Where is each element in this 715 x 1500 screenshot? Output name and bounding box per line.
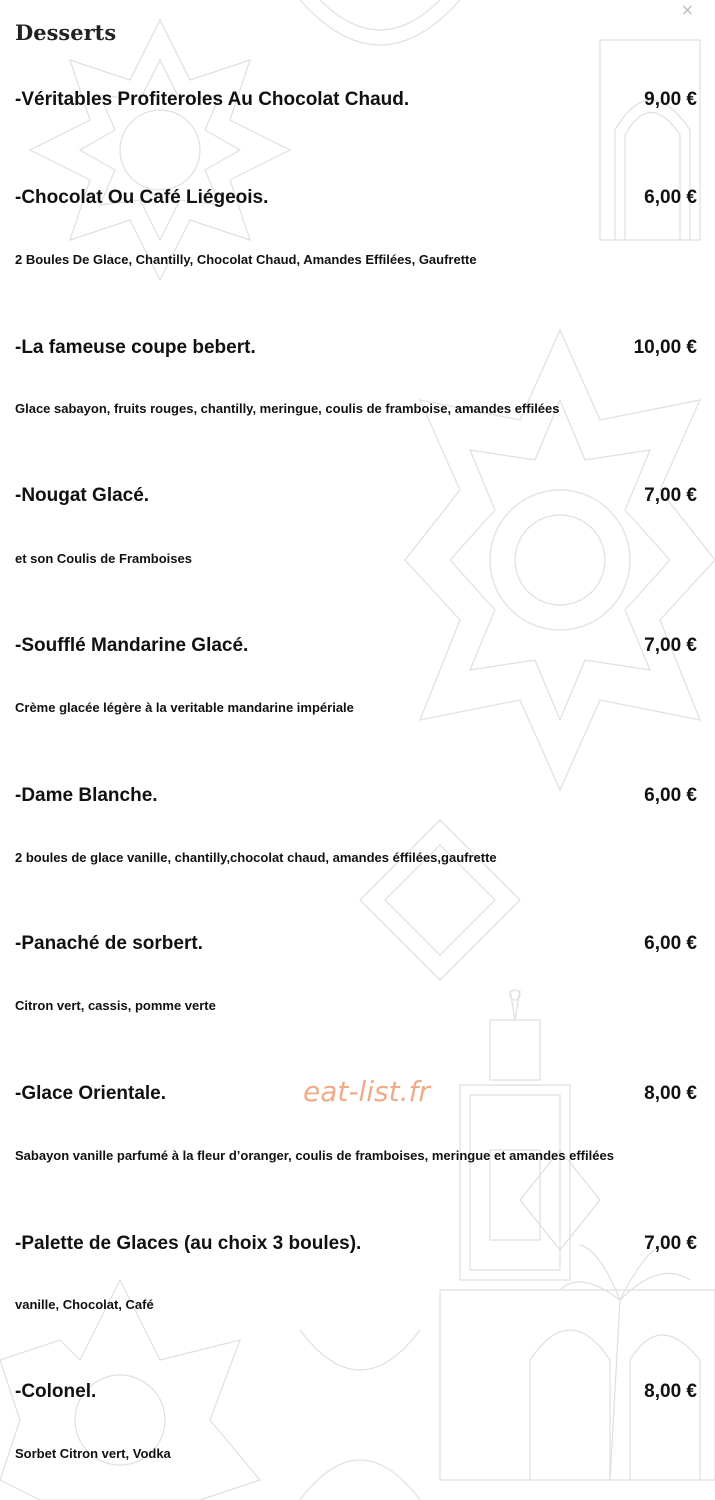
menu-item-name: -Colonel.: [15, 1381, 97, 1402]
menu-item-name: -La fameuse coupe bebert.: [15, 337, 256, 358]
menu-item-price: 6,00 €: [644, 785, 697, 806]
page-title: Desserts: [15, 20, 117, 45]
menu-item-price: 9,00 €: [644, 89, 697, 110]
menu-item-price: 6,00 €: [644, 187, 697, 208]
menu-item-name: -Véritables Profiteroles Au Chocolat Chaud.: [15, 89, 410, 110]
menu-item-description: et son Coulis de Framboises: [15, 551, 192, 566]
menu-item-price: 6,00 €: [644, 933, 697, 954]
menu-item-price: 10,00 €: [633, 337, 697, 358]
menu-item-description: Sabayon vanille parfumé à la fleur d’oranger, coulis de framboises, meringue et amandes effilées: [15, 1148, 614, 1163]
menu-item-description: Crème glacée légère à la veritable mandarine impériale: [15, 700, 354, 715]
menu-item-name: -Nougat Glacé.: [15, 485, 150, 506]
menu-item-price: 7,00 €: [644, 635, 697, 656]
menu-item-name: -Chocolat Ou Café Liégeois.: [15, 187, 269, 208]
menu-item-name: -Soufflé Mandarine Glacé.: [15, 635, 249, 656]
menu-item-name: -Glace Orientale.: [15, 1083, 167, 1104]
menu-item-price: 7,00 €: [644, 485, 697, 506]
menu-item-description: Glace sabayon, fruits rouges, chantilly, meringue, coulis de framboise, amandes effilées: [15, 401, 560, 416]
menu-item-name: -Panaché de sorbert.: [15, 933, 203, 954]
menu-item-description: 2 boules de glace vanille, chantilly,chocolat chaud, amandes éffilées,gaufrette: [15, 850, 497, 865]
menu-item-name: -Dame Blanche.: [15, 785, 158, 806]
menu-item-price: 7,00 €: [644, 1233, 697, 1254]
menu-item-price: 8,00 €: [644, 1381, 697, 1402]
menu-item-description: Sorbet Citron vert, Vodka: [15, 1446, 171, 1461]
watermark: eat-list.fr: [303, 1075, 430, 1108]
menu-item-description: Citron vert, cassis, pomme verte: [15, 998, 216, 1013]
menu-item-name: -Palette de Glaces (au choix 3 boules).: [15, 1233, 362, 1254]
menu-item-description: vanille, Chocolat, Café: [15, 1297, 154, 1312]
menu-item-price: 8,00 €: [644, 1083, 697, 1104]
close-icon[interactable]: ×: [680, 0, 694, 19]
menu-item-description: 2 Boules De Glace, Chantilly, Chocolat Chaud, Amandes Effilées, Gaufrette: [15, 252, 477, 267]
